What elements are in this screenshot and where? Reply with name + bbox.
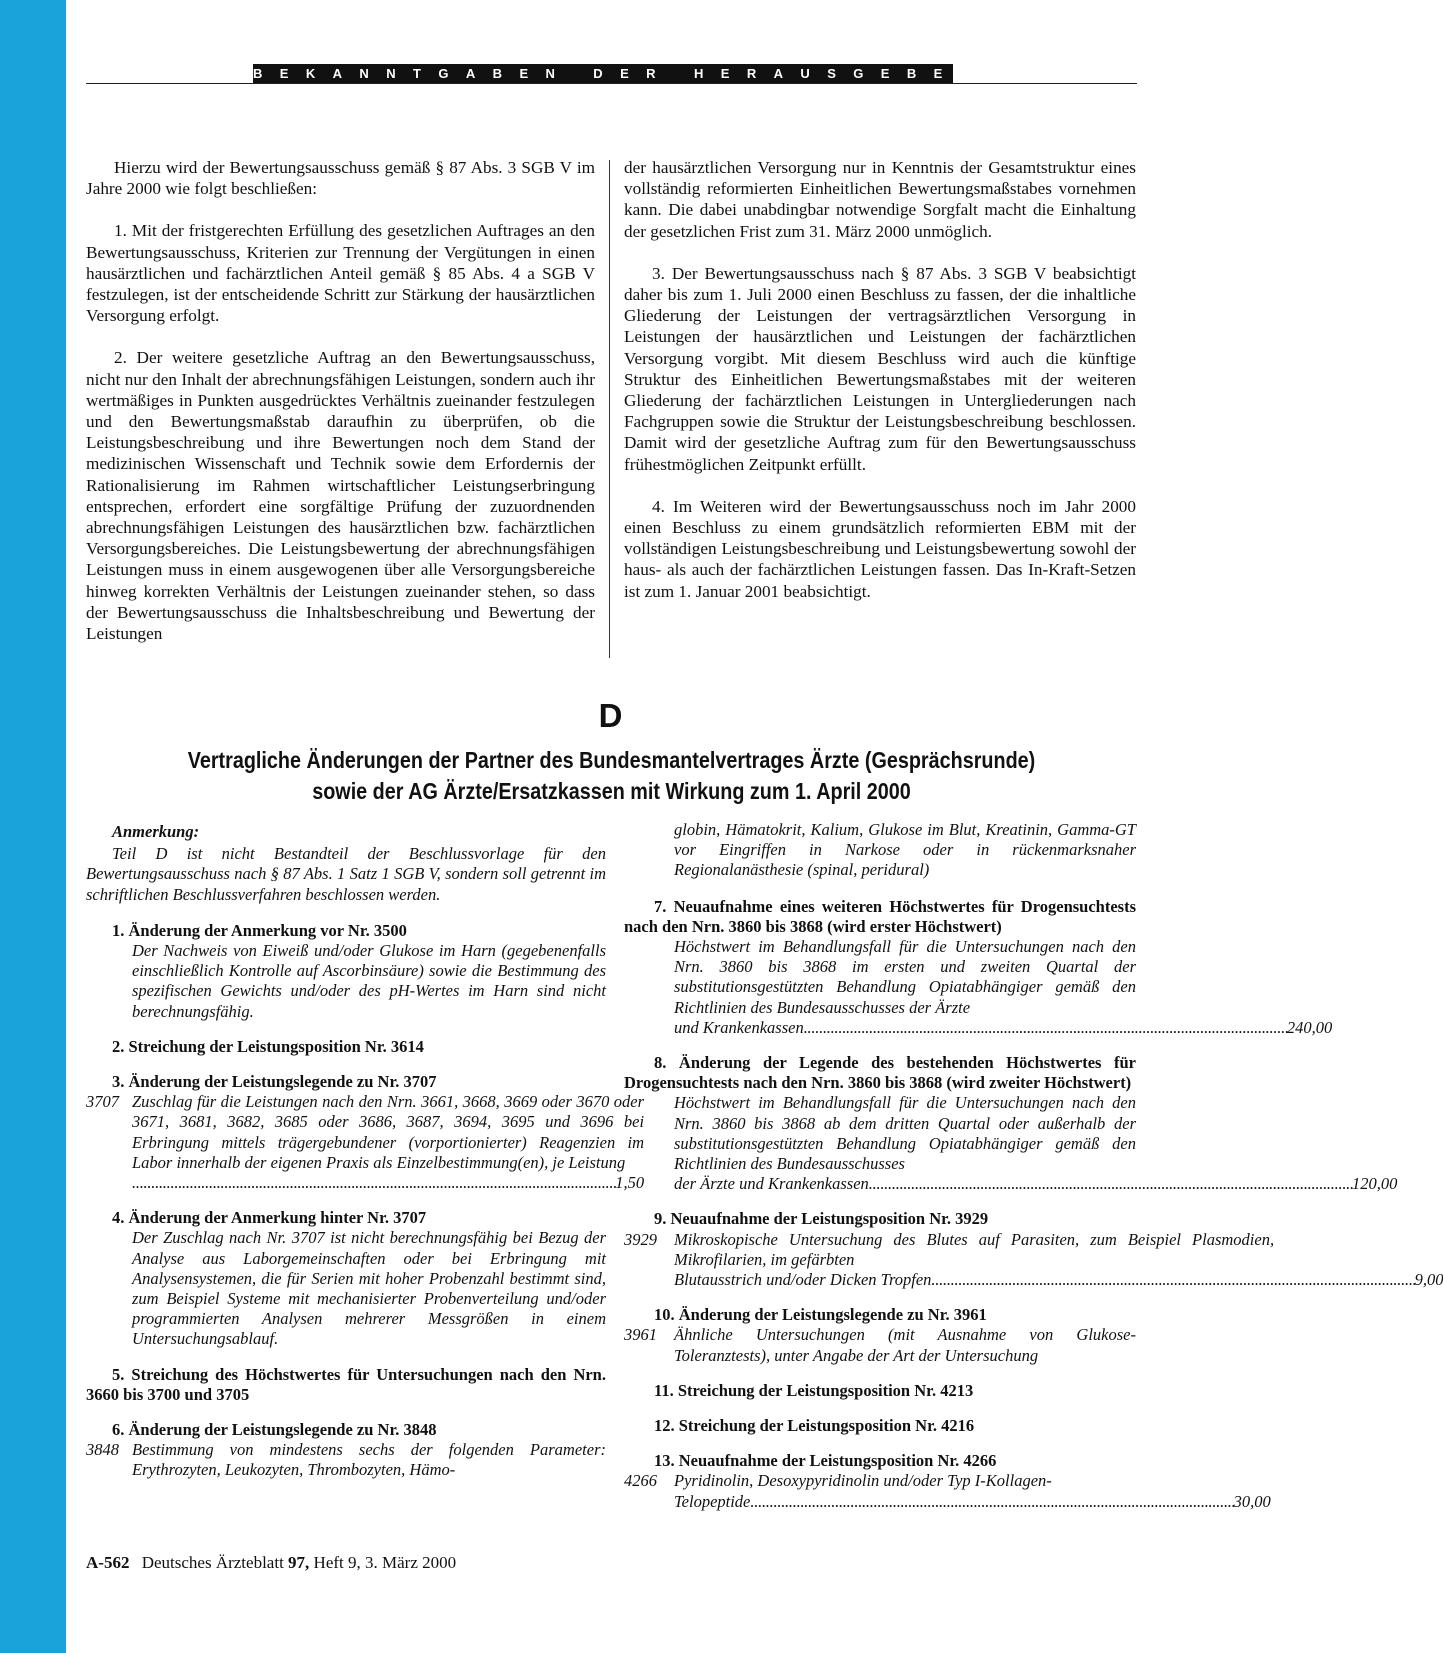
item-2 [86, 1037, 606, 1057]
item-6 [86, 1420, 606, 1481]
section-title-line: sowie der AG Ärzte/Ersatzkassen mit Wirkung zum 1. April 2000 [312, 778, 911, 804]
item-title: 9. Neuaufnahme der Leistungsposition Nr. 3929 [654, 1209, 989, 1229]
item-title: 2. Streichung der Leistungsposition Nr. 3614 [112, 1036, 424, 1056]
item-1 [86, 921, 606, 1022]
fee-text-end: Blutausstrich und/oder Dicken Tropfen [674, 1270, 932, 1290]
journal-volume: 97, [288, 1553, 310, 1572]
fee-text-continued: globin, Hämatokrit, Kalium, Glukose im Blut, Kreatinin, Gamma-GT vor Eingriffen in Narkose oder in rückenmarksnaher Regionalanästhesie (spinal, peridural) [674, 820, 1136, 880]
paragraph: 3. Der Bewertungsausschuss nach § 87 Abs. 3 SGB V beabsichtigt daher bis zum 1. Juli 2000 einen Beschluss zu fassen, der die inhaltliche Gliederung der Leistungen der vertragsärztlichen Versorgung in Leistungen der hausärztlichen und Leistungen der fachärztlichen Versorgung vorgibt. Mit diesem Beschluss wird auch die künftige Struktur des Einheitlichen Bewertungsmaßstabes mit der weiteren Gliederung der fachärztlichen Leistungen in Untergliederungen nach Fachgruppen sowie die Struktur der Leistungsbeschreibung beschlossen. Damit wird der gesetzliche Auftrag zum für den Bewertungsausschuss frühestmöglichen Zeitpunkt erfüllt. [624, 263, 1136, 474]
lower-right-column [624, 820, 1443, 1527]
fee-text: Pyridinolin, Desoxypyridinolin und/oder Typ I-Kollagen- [674, 1471, 1052, 1491]
item-title: 6. Änderung der Leistungslegende zu Nr. 3848 [112, 1420, 437, 1440]
fee-position [624, 1325, 1136, 1365]
dot-leader [869, 1174, 1352, 1194]
paragraph: 1. Mit der fristgerechten Erfüllung des gesetzlichen Auftrages an den Bewertungsausschuss, Kriterien zur Trennung der Vergütungen in einen hausärztlichen und fachärztlichen Anteil gemäß § 85 Abs. 4 a SGB V festzulegen, ist der entscheidende Schritt zur Stärkung der hausärztlichen Versorgung erfolgt. [86, 221, 595, 326]
section-header-band: BEKANNTGABEN DER HERAUSGEBER [253, 64, 953, 84]
fee-code: 3961 [624, 1325, 657, 1345]
item-title: 1. Änderung der Anmerkung vor Nr. 3500 [112, 920, 407, 940]
item-title: 4. Änderung der Anmerkung hinter Nr. 3707 [112, 1208, 427, 1228]
item-title: 12. Streichung der Leistungsposition Nr. 4216 [654, 1416, 975, 1436]
fee-price: 9,00 [1414, 1270, 1443, 1290]
header-rule [86, 83, 1137, 84]
paragraph: 4. Im Weiteren wird der Bewertungsausschuss noch im Jahr 2000 einen Beschluss zu einem grundsätzlich reformierten EBM mit der vollständigen Leistungsbeschreibung und Leistungsbewertung sowohl der haus- als auch der fachärztlichen Leistungen fassen. Das In-Kraft-Setzen ist zum 1. Januar 2001 beabsichtigt. [624, 496, 1136, 601]
item-title: 8. Änderung der Legende des bestehenden Höchstwertes für Drogensuchtests nach den Nrn. 3860 bis 3868 (wird zweiter Höchstwert) [624, 1053, 1136, 1093]
section-title [160, 745, 1064, 807]
fee-code: 3929 [624, 1229, 657, 1249]
item-title: 11. Streichung der Leistungsposition Nr. 4213 [654, 1380, 974, 1400]
item-body-end: der Ärzte und Krankenkassen [674, 1174, 869, 1194]
fee-text: Zuschlag für die Leistungen nach den Nrn. 3661, 3668, 3669 oder 3670 oder 3671, 3681, 3682, 3685 oder 3686, 3687, 3694, 3695 und 3696 bei Erbringung mittels trägergebundener (vorportionierter) Reagenzien im Labor innerhalb der eigenen Praxis als Einzelbestimmung(en), je Leistung [132, 1092, 645, 1172]
page-number: A-562 [86, 1553, 130, 1572]
item-9 [624, 1209, 1443, 1290]
item-11 [624, 1381, 1136, 1401]
item-title: 13. Neuaufnahme der Leistungsposition Nr. 4266 [654, 1451, 997, 1471]
fee-price: 1,50 [615, 1173, 645, 1193]
fee-position [624, 1229, 1443, 1291]
dot-leader [931, 1270, 1414, 1290]
section-title-line: Vertragliche Änderungen der Partner des Bundesmantelvertrages Ärzte (Gesprächsrunde) [187, 747, 1036, 773]
item-8 [624, 1053, 1398, 1194]
sidebar-stripe [0, 0, 66, 1653]
item-title: 5. Streichung des Höchstwertes für Untersuchungen nach den Nrn. 3660 bis 3700 und 3705 [86, 1364, 606, 1404]
item-5 [86, 1365, 606, 1405]
fee-price: 120,00 [1351, 1174, 1398, 1194]
item-body-end: und Krankenkassen [674, 1017, 804, 1037]
item-title: 10. Änderung der Leistungslegende zu Nr. 3961 [654, 1305, 987, 1325]
page-footer [86, 1553, 456, 1573]
note-body: Teil D ist nicht Bestandteil der Beschlussvorlage für den Bewertungsausschuss nach § 87 Abs. 1 Satz 1 SGB V, sondern soll getrennt im schriftlichen Beschlussverfahren beschlossen werden. [86, 844, 606, 904]
item-13 [624, 1451, 1271, 1512]
upper-left-column [86, 157, 595, 665]
fee-price: 240,00 [1286, 1017, 1333, 1037]
item-body: Höchstwert im Behandlungsfall für die Untersuchungen nach den Nrn. 3860 bis 3868 ab dem dritten Quartal oder außerhalb der substitutionsgestützten Behandlung Opiatabhängiger gemäß den Richtlinien des Bundesausschusses [674, 1093, 1136, 1174]
fee-price: 30,00 [1233, 1491, 1271, 1511]
fee-code: 3848 [86, 1440, 119, 1460]
item-body: Höchstwert im Behandlungsfall für die Untersuchungen nach den Nrn. 3860 bis 3868 im ersten und zweiten Quartal der substitutionsgestützten Behandlung Opiatabhängiger gemäß den Richtlinien des Bundesausschusses der Ärzte [674, 937, 1136, 1017]
fee-code: 3707 [86, 1092, 119, 1112]
item-7 [624, 896, 1333, 1038]
item-4 [86, 1208, 606, 1349]
paragraph: 2. Der weitere gesetzliche Auftrag an den Bewertungsausschuss, nicht nur den Inhalt der abrechnungsfähigen Leistungen, sondern auch ihr wertmäßiges in Punkten ausgedrücktes Verhältnis zueinander festzulegen und den Bewertungsmaßstab daraufhin zu überprüfen, ob die Leistungsbeschreibung und ihre Bewertungen noch dem Stand der medizinischen Wissenschaft und Technik sowie dem Erfordernis der Rationalisierung im Rahmen wirtschaftlicher Leistungserbringung entsprechen, erfordert eine sorgfältige Prüfung der zuzuordnenden abrechnungsfähigen Leistungen des hausärztlichen bzw. fachärztlichen Versorgungsbereiches. Die Leistungsbewertung der abrechnungsfähigen Leistungen muss in einem ausgewogenen über alle Versorgungsbereiche hinweg korrekten Verhältnis der Leistungen zueinander stehen, so dass der Bewertungsausschuss die Inhaltsbeschreibung und Bewertung der Leistungen [86, 348, 595, 644]
dot-leader [132, 1173, 615, 1193]
item-10 [624, 1305, 1136, 1366]
note-heading: Anmerkung: [112, 822, 200, 841]
fee-position [86, 1440, 606, 1480]
dot-leader [804, 1018, 1287, 1038]
dot-leader [750, 1492, 1233, 1512]
paragraph: Hierzu wird der Bewertungsausschuss gemäß § 87 Abs. 3 SGB V im Jahre 2000 wie folgt beschließen: [86, 158, 595, 199]
journal-issue: Heft 9, 3. März 2000 [313, 1553, 457, 1572]
fee-text: Mikroskopische Untersuchung des Blutes auf Parasiten, zum Beispiel Plasmodien, Mikrofilarien, im gefärbten [674, 1229, 1275, 1269]
fee-code: 4266 [624, 1471, 657, 1491]
fee-text-end: Telopeptide [674, 1491, 751, 1511]
item-3 [86, 1072, 645, 1193]
item-title: 3. Änderung der Leistungslegende zu Nr. 3707 [112, 1072, 437, 1092]
upper-right-column [624, 157, 1136, 623]
item-body: Der Zuschlag nach Nr. 3707 ist nicht berechnungsfähig bei Bezug der Analyse aus Laborgemeinschaften oder bei Erbringung mit Analysensystemen, die für Serien mit hoher Probenzahl bestimmt sind, zum Beispiel Systeme mit mechanisierter Probenverteilung und/oder programmierten Analysen mehrerer Messgrößen in einem Untersuchungsablauf. [132, 1228, 606, 1349]
fee-position [624, 1471, 1271, 1511]
item-12 [624, 1416, 1136, 1436]
item-title: 7. Neuaufnahme eines weiteren Höchstwertes für Drogensuchtests nach den Nrn. 3860 bis 3868 (wird erster Höchstwert) [624, 896, 1136, 936]
paragraph: der hausärztlichen Versorgung nur in Kenntnis der Gesamtstruktur eines vollständig reformierten Einheitlichen Bewertungsmaßstabes vornehmen kann. Die dabei unabdingbar notwendige Sorgfalt macht die Einhaltung der gesetzlichen Frist zum 31. März 2000 unmöglich. [624, 158, 1136, 241]
journal-name: Deutsches Ärzteblatt [141, 1553, 284, 1572]
fee-text: Ähnliche Untersuchungen (mit Ausnahme von Glukose-Toleranztests), unter Angabe der Art der Untersuchung [674, 1325, 1136, 1365]
item-body: Der Nachweis von Eiweiß und/oder Glukose im Harn (gegebenenfalls einschließlich Kontrolle auf Ascorbinsäure) sowie die Bestimmung des spezifischen Gewichts und/oder des pH-Wertes im Harn sind nicht berechnungsfähig. [132, 941, 606, 1021]
fee-position [86, 1092, 645, 1193]
fee-text: Bestimmung von mindestens sechs der folgenden Parameter: Erythrozyten, Leukozyten, Thrombozyten, Hämo- [132, 1440, 606, 1480]
column-divider [609, 160, 610, 658]
section-letter: D [598, 697, 623, 734]
